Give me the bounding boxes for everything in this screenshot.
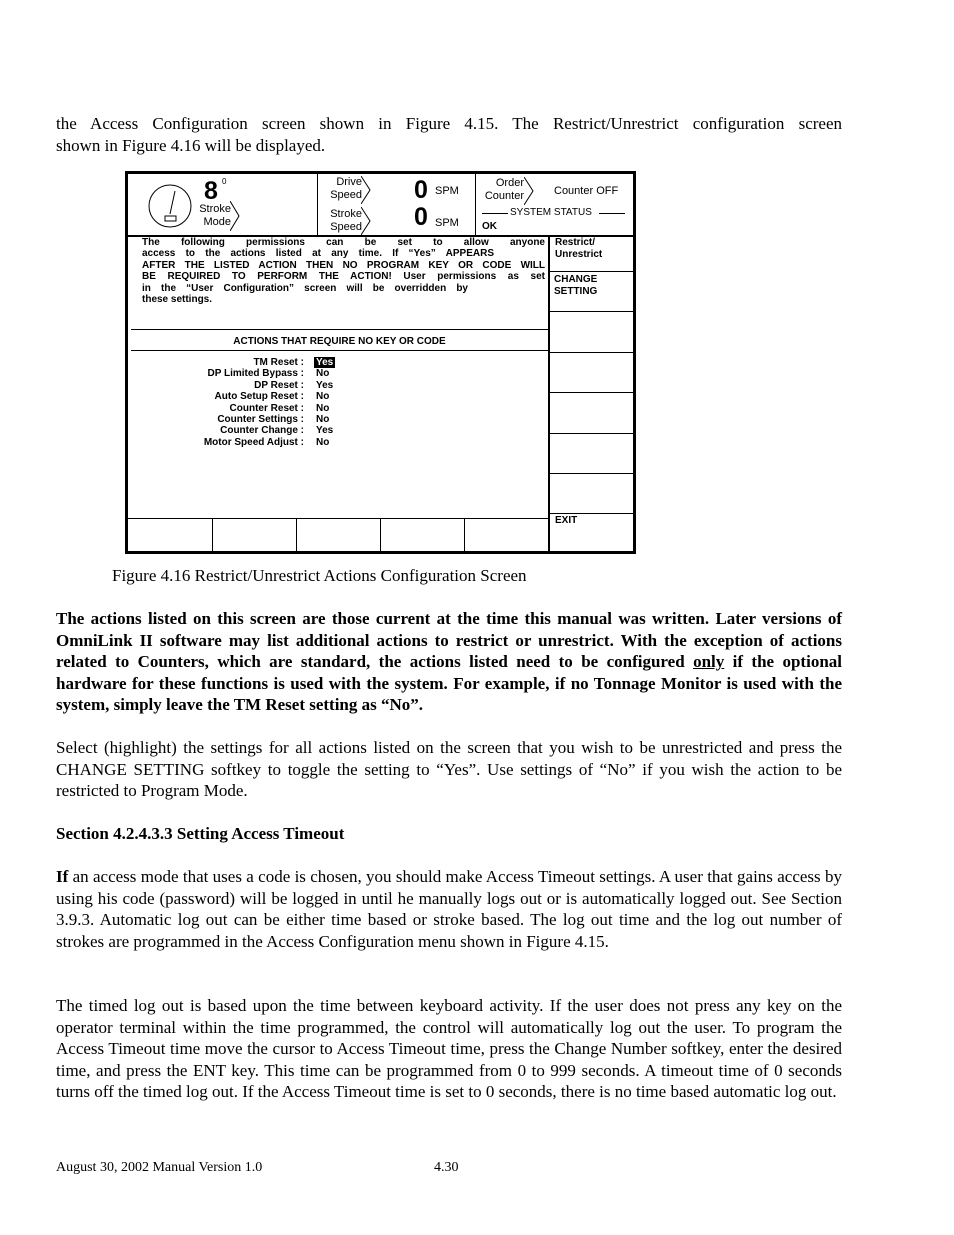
bottom-softkey-2[interactable] <box>213 519 296 554</box>
footer-date: August 30, 2002 Manual Version 1.0 <box>56 1160 263 1175</box>
action-value-counter-settings[interactable]: No <box>316 414 330 426</box>
bottom-softkey-3[interactable] <box>297 519 380 554</box>
action-label-counter-reset: Counter Reset : <box>229 402 304 414</box>
select-paragraph: Select (highlight) the settings for all actions listed on the screen that you wish to be unrestricted and press the CHANGE SETTING softkey to toggle the setting to “Yes”. Use settings of “No” if you wish the action to be restricted to Program Mode. <box>56 738 842 800</box>
restrict-unrestrict-softkey[interactable]: Restrict/ Unrestrict <box>555 237 603 260</box>
permissions-message: The following permissions can be set to allow anyone access to the actions listed at any time. If “Yes” APPEARS AFTER THE LISTED ACTION THEN NO PROGRAM KEY OR CODE WILL BE REQUIRED TO PERFORM THE ACTION! User permissions as set in the “User Configuration” screen will be overridden by these settings. <box>142 237 545 306</box>
counter-status: Counter OFF <box>554 185 619 197</box>
stroke-speed-chevron-icon <box>361 207 371 235</box>
order-counter-chevron-icon <box>524 177 534 205</box>
blank-softkey[interactable] <box>550 312 633 352</box>
bottom-softkey-1[interactable] <box>128 519 212 554</box>
stroke-speed-label[interactable]: Stroke Speed <box>330 208 362 233</box>
action-value-dp-reset[interactable]: Yes <box>316 379 334 391</box>
action-value-motor-speed-adjust[interactable]: No <box>316 436 330 448</box>
figure-caption: Figure 4.16 Restrict/Unrestrict Actions Configuration Screen <box>112 566 527 585</box>
blank-softkey[interactable] <box>550 434 633 473</box>
divider <box>131 350 548 351</box>
action-label-counter-change: Counter Change : <box>220 425 304 437</box>
exit-softkey[interactable]: EXIT <box>555 515 578 526</box>
action-value-tm-reset[interactable] <box>316 357 376 368</box>
action-label-motor-speed-adjust: Motor Speed Adjust : <box>203 436 304 448</box>
intro-line: shown in Figure 4.16 will be displayed. <box>56 135 326 155</box>
stroke-count-superscript: 0 <box>222 177 227 186</box>
stroke-speed-unit: SPM <box>435 217 459 229</box>
action-label-tm-reset: TM Reset : <box>253 357 304 368</box>
timed-logout-paragraph: The timed log out is based upon the time between keyboard activity. If the user does not press any key on the operator terminal within the time programmed, the control will automatically log out the user. To program the Access Timeout time move the cursor to Access Timeout time, press the Change Number softkey, enter the desired time, and press the ENT key. This time can be programmed from 0 to 999 seconds. A timeout time of 0 seconds turns off the timed log out. If the Access Timeout time is set to 0 seconds, there is no time based automatic log out. <box>56 996 842 1101</box>
action-values <box>316 357 376 448</box>
intro-paragraph <box>56 113 842 156</box>
access-timeout-paragraph: If an access mode that uses a code is chosen, you should make Access Timeout settings. A user that gains access by using his code (password) will be logged in until he manually logs out or is automatically logged out. See Section 3.9.3. Automatic log out can be either time based or stroke based. The log out time and the log out number of strokes are programmed in the Access Configuration menu shown in Figure 4.15. <box>56 867 842 951</box>
divider <box>475 174 476 235</box>
rule <box>482 213 508 214</box>
blank-softkey[interactable] <box>550 393 633 433</box>
bold-paragraph: The actions listed on this screen are those current at the time this manual was written. Later versions of OmniLink II software may list additional actions to restrict or unrestrict. With the exception of actions related to Counters, which are standard, the actions listed need to be configured only if the optional hardware for these functions is used with the system. For example, if no Tonnage Monitor is used with the system, simply leave the TM Reset setting as “No”. <box>56 609 842 714</box>
stroke-mode-label[interactable]: Stroke Mode <box>199 203 231 228</box>
drive-speed-unit: SPM <box>435 185 459 197</box>
actions-table-title: ACTIONS THAT REQUIRE NO KEY OR CODE <box>233 336 446 347</box>
action-value-counter-change[interactable]: Yes <box>316 425 334 437</box>
order-counter-label[interactable]: Order Counter <box>484 177 524 202</box>
action-label-dp-limited-bypass: DP Limited Bypass : <box>207 368 304 380</box>
drive-speed-label[interactable]: Drive Speed <box>330 176 362 201</box>
rule <box>599 213 625 214</box>
stroke-speed-value: 0 <box>414 203 428 231</box>
divider <box>131 329 548 330</box>
page-number: 4.30 <box>434 1160 459 1175</box>
stroke-mode-chevron-icon <box>230 201 240 231</box>
action-label-auto-setup-reset: Auto Setup Reset : <box>214 391 304 403</box>
blank-softkey[interactable] <box>550 353 633 393</box>
action-label-dp-reset: DP Reset : <box>254 379 304 391</box>
system-status-value: OK <box>482 221 497 232</box>
system-status-label: SYSTEM STATUS <box>510 207 592 218</box>
bottom-softkey-4[interactable] <box>381 519 464 554</box>
blank-softkey[interactable] <box>550 474 633 514</box>
stroke-count: 8 <box>204 177 218 205</box>
action-label-counter-settings: Counter Settings : <box>217 414 304 426</box>
bottom-softkey-5[interactable] <box>465 519 548 554</box>
intro-line: the Access Configuration screen shown in Figure 4.15. The Restrict/Unrestrict configuration screen <box>56 114 842 133</box>
change-setting-softkey[interactable]: CHANGE SETTING <box>554 274 598 297</box>
action-labels <box>168 357 304 448</box>
divider <box>317 174 318 235</box>
drive-speed-value: 0 <box>414 176 428 204</box>
drive-speed-chevron-icon <box>361 176 371 204</box>
selected-value[interactable]: Yes <box>316 357 334 368</box>
action-value-auto-setup-reset[interactable]: No <box>316 391 330 403</box>
stroke-mode-gauge-icon <box>148 184 192 228</box>
section-heading: Section 4.2.4.3.3 Setting Access Timeout <box>56 824 345 843</box>
action-value-dp-limited-bypass[interactable]: No <box>316 368 330 380</box>
restrict-unrestrict-screen <box>125 171 636 554</box>
action-value-counter-reset[interactable]: No <box>316 402 330 414</box>
